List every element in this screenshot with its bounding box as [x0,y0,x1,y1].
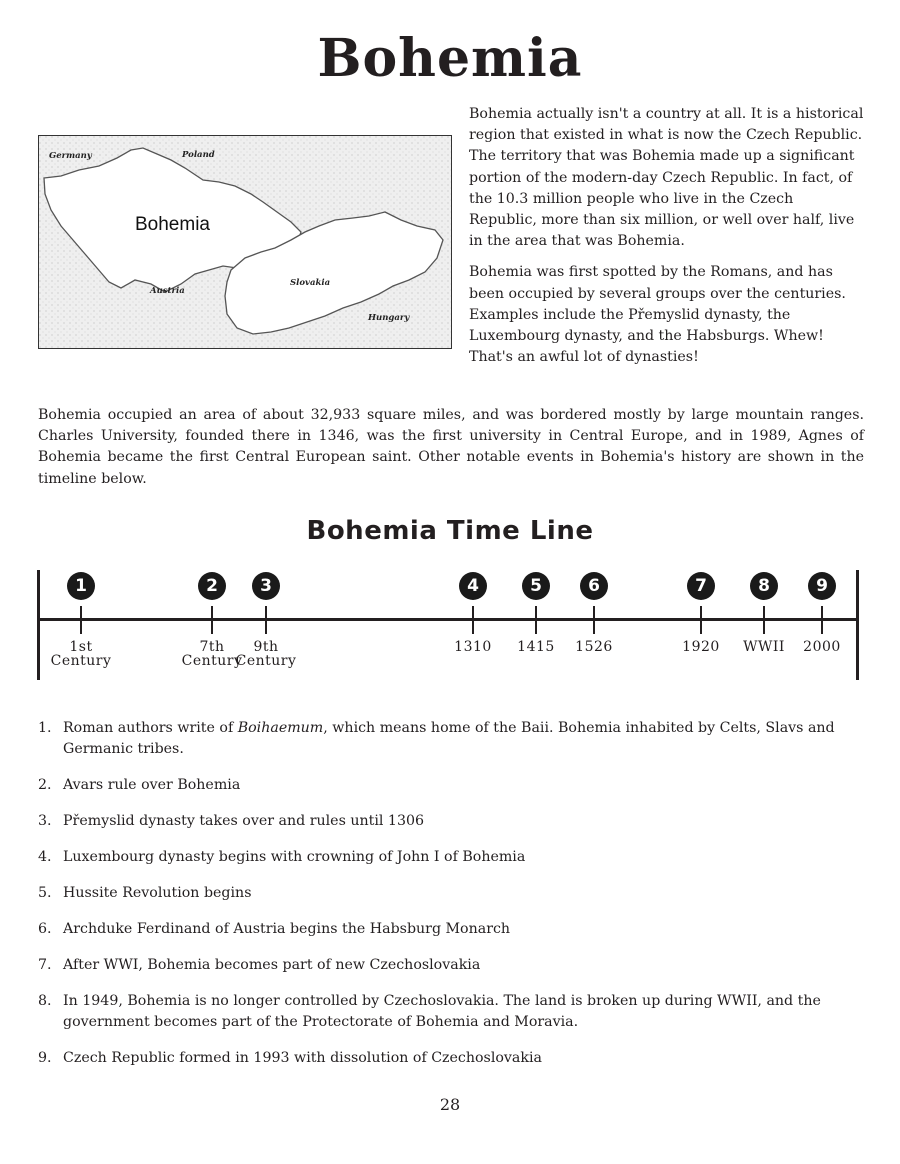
timeline-marker-1: 1 [67,572,95,600]
event-text: Hussite Revolution begins [63,885,252,901]
event-item [38,718,868,760]
timeline-title: Bohemia Time Line [306,516,594,546]
timeline-tick [80,606,82,634]
timeline-label-6 [549,640,639,654]
timeline-right-cap [856,570,859,680]
event-text: Avars rule over Bohemia [63,777,241,793]
event-text: Přemyslid dynasty takes over and rules until 1306 [63,813,425,829]
event-item [38,955,868,976]
event-text: After WWI, Bohemia becomes part of new Czechoslovakia [63,957,481,973]
timeline-label-line2: Century [235,653,297,669]
event-item [38,883,868,904]
map-label-slovakia: Slovakia [290,278,331,288]
event-item [38,847,868,868]
event-text-after: , which means home of the Baii. Bohemia inhabited by Celts, Slavs and Germanic tribes. [63,720,835,757]
timeline-marker-6: 6 [580,572,608,600]
timeline-marker-5: 5 [522,572,550,600]
event-number: 8. [38,993,52,1009]
event-number: 1. [38,720,52,736]
page-title: Bohemia [317,28,583,89]
timeline [0,560,900,690]
timeline-label-line2: Century [50,653,112,669]
event-text: Czech Republic formed in 1993 with dissolution of Czechoslovakia [63,1050,542,1066]
map-label-germany: Germany [49,151,92,161]
event-text: In 1949, Bohemia is no longer controlled by Czechoslovakia. The land is broken up during WWII, and the government becomes part of the Protectorate of Bohemia and Moravia. [63,993,821,1030]
timeline-label-line1: 7th [199,639,225,655]
event-number: 6. [38,921,52,937]
timeline-marker-3: 3 [252,572,280,600]
timeline-label-1 [36,640,126,668]
events-list [38,718,868,1084]
event-number: 9. [38,1050,52,1066]
event-text-italic: Boihaemum [237,720,324,736]
timeline-tick [821,606,823,634]
timeline-label-line1: WWII [743,639,785,655]
event-number: 7. [38,957,52,973]
timeline-label-line1: 1920 [682,639,720,655]
event-text: Archduke Ferdinand of Austria begins the Habsburg Monarch [63,921,511,937]
event-number: 3. [38,813,52,829]
page-number: 28 [439,1095,461,1114]
event-text: Roman authors write of [63,720,238,736]
timeline-label-line1: 1415 [517,639,555,655]
event-item [38,775,868,796]
event-item [38,1048,868,1069]
event-item [38,811,868,832]
timeline-marker-8: 8 [750,572,778,600]
timeline-tick [763,606,765,634]
timeline-marker-9: 9 [808,572,836,600]
timeline-label-3 [221,640,311,668]
timeline-tick [265,606,267,634]
event-item [38,991,868,1033]
event-number: 5. [38,885,52,901]
timeline-tick [535,606,537,634]
timeline-tick [700,606,702,634]
timeline-label-line1: 2000 [803,639,841,655]
timeline-tick [472,606,474,634]
map-label-hungary: Hungary [368,313,410,323]
timeline-label-line1: 1526 [575,639,613,655]
event-number: 4. [38,849,52,865]
timeline-tick [211,606,213,634]
map-label-bohemia: Bohemia [135,214,210,235]
timeline-label-line1: 1310 [454,639,492,655]
map-illustration [38,135,452,349]
event-text: Luxembourg dynasty begins with crowning of John I of Bohemia [63,849,526,865]
event-number: 2. [38,777,52,793]
body-paragraph: Bohemia occupied an area of about 32,933 square miles, and was bordered mostly by large mountain ranges. Charles University, founded there in 1346, was the first university in Central Europe, and in 1989, Agnes of Bohemia became the first Central European saint. Other notable events in Bohemia's history are shown in the timeline below. [38,407,864,487]
map-label-austria: Austria [150,286,185,296]
intro-paragraph-1: Bohemia actually isn't a country at all. It is a historical region that existed in what is now the Czech Republic. The territory that was Bohemia made up a significant portion of the modern-day Czech Republic. In fact, of the 10.3 million people who live in the Czech Republic, more than six million, or well over half, live in the area that was Bohemia. [469,106,864,250]
timeline-label-line1: 9th [253,639,279,655]
timeline-marker-2: 2 [198,572,226,600]
intro-text [469,104,864,378]
timeline-label-line2: Century [181,653,243,669]
timeline-marker-4: 4 [459,572,487,600]
intro-paragraph-2: Bohemia was first spotted by the Romans, and has been occupied by several groups over the centuries. Examples include the Přemyslid dynasty, the Luxembourg dynasty, and the Habsburgs. Whew! That's an awful lot of dynasties! [469,264,846,366]
timeline-tick [593,606,595,634]
timeline-label-line1: 1st [69,639,93,655]
timeline-marker-7: 7 [687,572,715,600]
timeline-label-9 [777,640,867,654]
event-item [38,919,868,940]
timeline-axis [38,618,858,621]
map-label-poland: Poland [182,150,215,160]
